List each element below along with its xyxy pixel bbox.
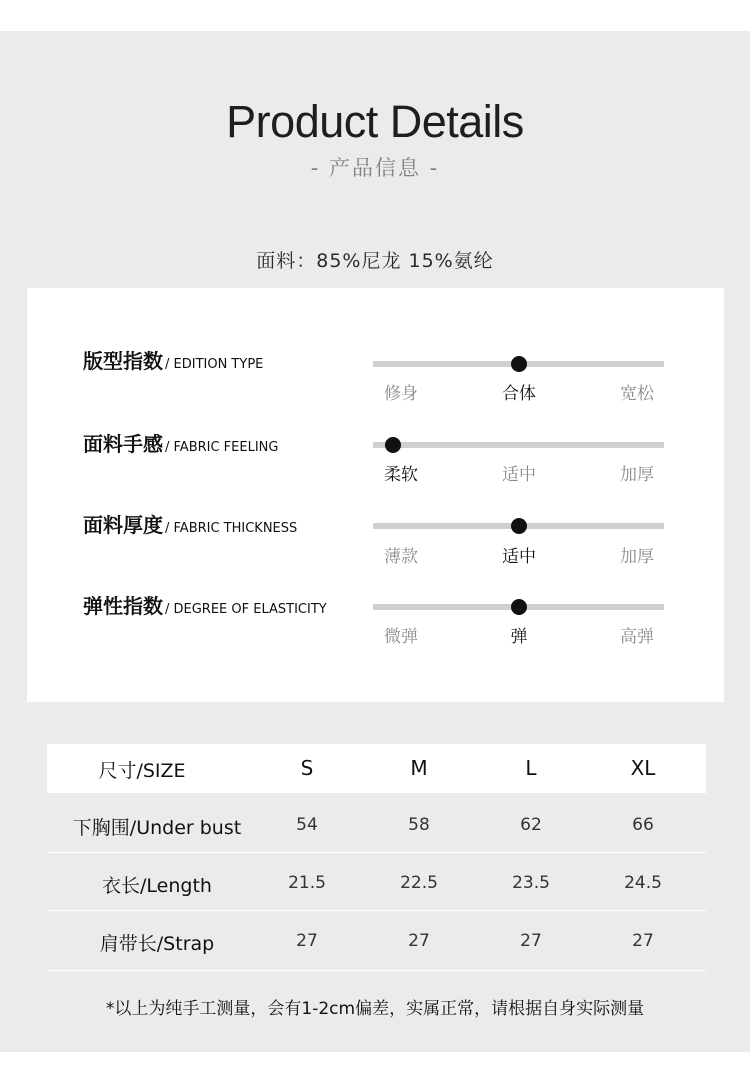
attribute-label (83, 590, 327, 619)
page-subtitle: - 产品信息 - (310, 156, 440, 180)
header-cell: XL (630, 756, 656, 780)
table-cell: 58 (408, 815, 430, 835)
table-row (47, 911, 706, 971)
scale-option: 弹 (510, 627, 528, 647)
scale-option: 适中 (502, 465, 536, 485)
attribute-scale-marker (511, 356, 527, 372)
attribute-row-fabric-feeling (27, 428, 724, 488)
scale-option: 合体 (502, 384, 536, 404)
table-cell: 66 (632, 815, 654, 835)
fabric-composition: 面料：85%尼龙 15%氨纶 (256, 250, 494, 272)
attribute-row-elasticity (27, 590, 724, 650)
attribute-name-en: / FABRIC THICKNESS (165, 521, 298, 536)
table-cell: 27 (632, 931, 654, 951)
row-label: 下胸围/Under bust (72, 817, 242, 839)
attribute-row-fabric-thickness (27, 509, 724, 569)
table-cell: 24.5 (624, 873, 662, 893)
header-cell: S (300, 756, 314, 780)
attribute-card (27, 288, 724, 702)
scale-option: 高弹 (620, 627, 654, 647)
measurement-note: *以上为纯手工测量，会有1-2cm偏差，实属正常，请根据自身实际测量 (105, 999, 645, 1019)
row-label: 衣长/Length (102, 875, 212, 897)
table-cell: 27 (408, 931, 430, 951)
table-cell: 54 (296, 815, 318, 835)
size-table-header (47, 744, 706, 793)
scale-option: 修身 (384, 384, 418, 404)
attribute-label (83, 428, 278, 457)
table-cell: 21.5 (288, 873, 326, 893)
table-cell: 22.5 (400, 873, 438, 893)
attribute-scale-marker (511, 599, 527, 615)
page-title: Product Details (226, 96, 524, 147)
scale-option: 适中 (502, 547, 536, 567)
attribute-name-en: / DEGREE OF ELASTICITY (165, 602, 327, 617)
attribute-name-en: / FABRIC FEELING (165, 440, 279, 455)
scale-option: 宽松 (620, 384, 654, 404)
header-cell: L (525, 756, 537, 780)
table-cell: 27 (520, 931, 542, 951)
table-row (47, 795, 706, 853)
attribute-scale-marker (385, 437, 401, 453)
scale-option: 加厚 (620, 547, 654, 567)
attribute-name-en: / EDITION TYPE (165, 357, 264, 372)
row-label: 肩带长/Strap (99, 933, 215, 955)
attribute-scale-marker (511, 518, 527, 534)
header-cell: M (410, 756, 428, 780)
attribute-label (83, 509, 297, 538)
table-cell: 23.5 (512, 873, 550, 893)
table-cell: 62 (520, 815, 542, 835)
table-cell: 27 (296, 931, 318, 951)
attribute-scale-track (373, 442, 664, 448)
attribute-name-cn: 版型指数 (83, 349, 163, 373)
attribute-name-cn: 面料手感 (83, 432, 163, 456)
attribute-row-edition-type (27, 345, 724, 405)
attribute-name-cn: 面料厚度 (83, 513, 163, 537)
scale-option: 加厚 (620, 465, 654, 485)
scale-option: 薄款 (384, 547, 418, 567)
scale-option: 柔软 (384, 465, 418, 485)
attribute-name-cn: 弹性指数 (83, 594, 163, 618)
attribute-label (83, 345, 263, 374)
header-cell: 尺寸/SIZE (98, 760, 186, 782)
table-row (47, 853, 706, 911)
scale-option: 微弹 (384, 627, 418, 647)
